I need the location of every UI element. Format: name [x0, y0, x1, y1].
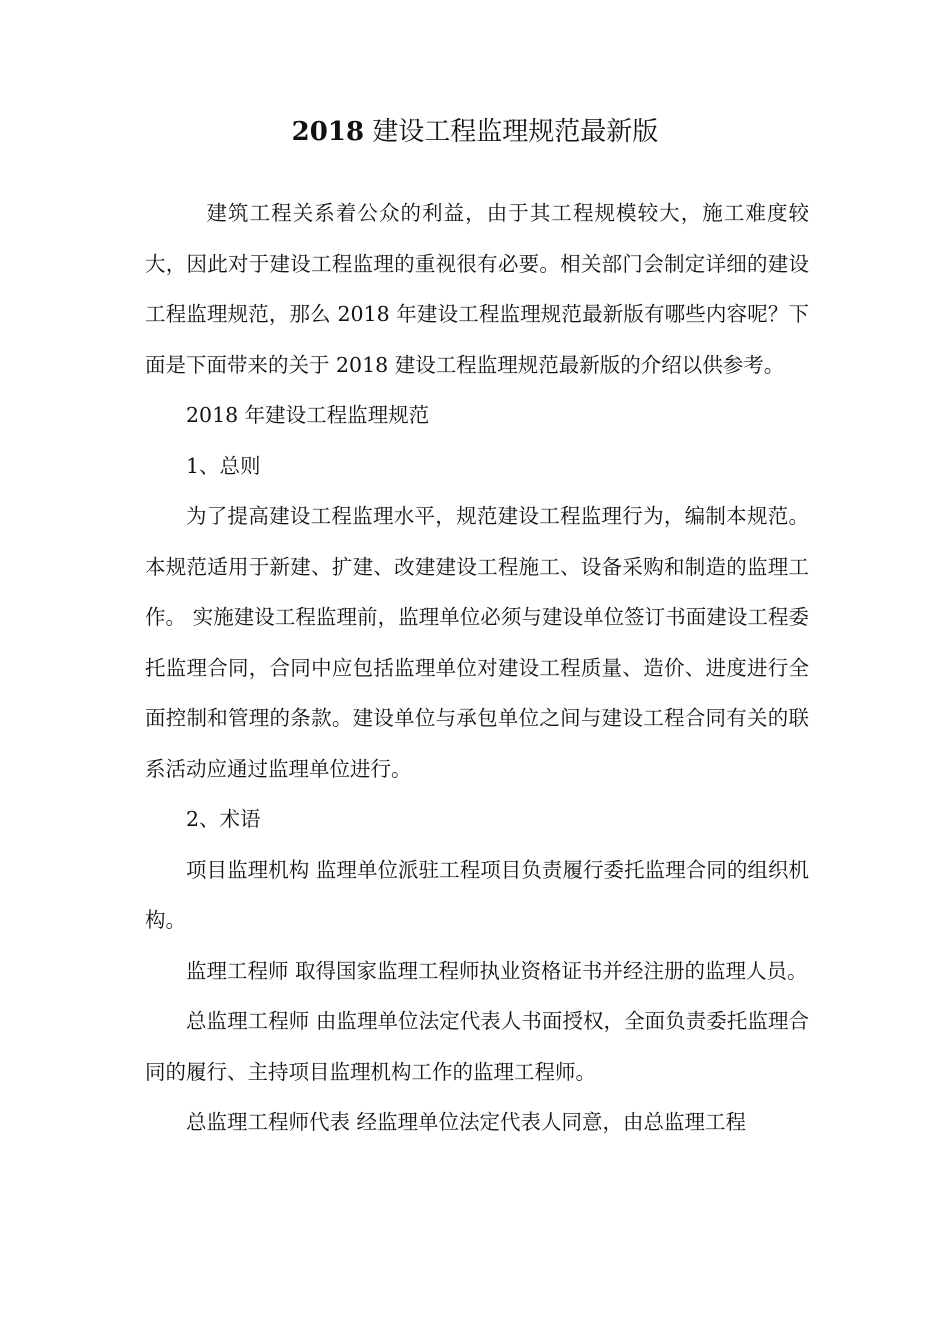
document-body	[145, 188, 809, 1148]
term-project-supervision-org: 项目监理机构 监理单位派驻工程项目负责履行委托监理合同的组织机构。	[145, 857, 809, 932]
term-chief-engineer-representative: 总监理工程师代表 经监理单位法定代表人同意，由总监理工程	[186, 1110, 747, 1134]
term-chief-supervision-engineer: 总监理工程师 由监理单位法定代表人书面授权，全面负责委托监理合同的履行、主持项目监理机构工作的监理工程师。	[145, 1009, 809, 1084]
term-supervision-engineer: 监理工程师 取得国家监理工程师执业资格证书并经注册的监理人员。	[186, 958, 808, 983]
general-provisions-paragraph: 为了提高建设工程监理水平，规范建设工程监理行为，编制本规范。本规范适用于新建、扩建、改建建设工程施工、设备采购和制造的监理工作。 实施建设工程监理前，监理单位必须与建设单位签订书面建设工程委托监理合同，合同中应包括监理单位对建设工程质量、造价、进度进行全面控制和管理的条款。建设单位与承包单位之间与建设工程合同有关的联系活动应通过监理单位进行。	[145, 504, 809, 781]
section-heading-standard: 2018 年建设工程监理规范	[186, 403, 430, 427]
section-heading-general: 1、总则	[186, 453, 261, 478]
document-title-text: 建设工程监理规范最新版	[364, 117, 659, 147]
intro-paragraph: 建筑工程关系着公众的利益，由于其工程规模较大，施工难度较大，因此对于建设工程监理的重视很有必要。相关部门会制定详细的建设工程监理规范，那么 2018 年建设工程监理规范最新版有哪些内容呢？下面是下面带来的关于 2018 建设工程监理规范最新版的介绍以供参考。	[145, 201, 809, 377]
section-heading-terms: 2、术语	[186, 807, 261, 831]
document-title-year: 2018	[291, 117, 365, 147]
document-title	[0, 112, 950, 152]
